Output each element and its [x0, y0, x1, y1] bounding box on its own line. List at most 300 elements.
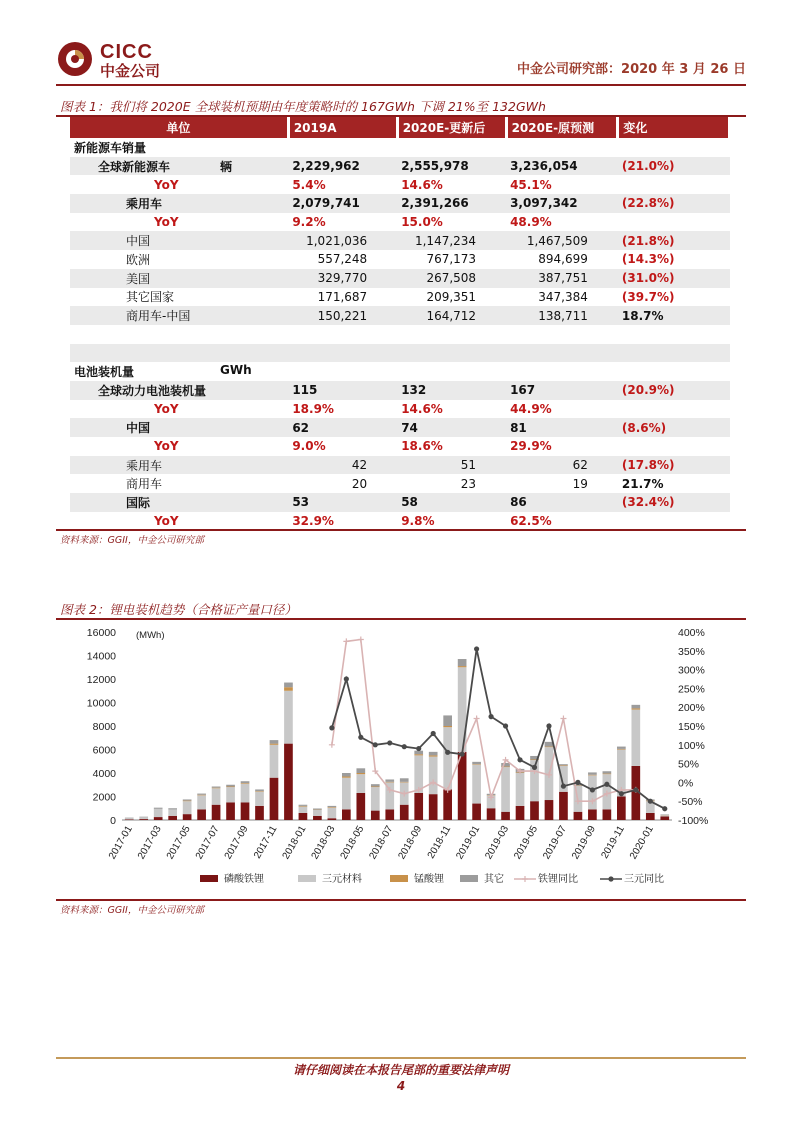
bar-三元材料 [168, 809, 177, 815]
value-2020e-updated: 51 [397, 456, 506, 475]
row-label: YoY [154, 514, 179, 529]
x-tick-label: 2018-09 [396, 824, 425, 862]
value-2020e-original: 48.9% [510, 215, 552, 230]
bar-三元材料 [660, 815, 669, 816]
value-2019a: 115 [288, 381, 397, 400]
value-2019a: 329,770 [288, 269, 397, 288]
col-header-2019a: 2019A [288, 117, 397, 138]
value-2019a: 20 [351, 476, 368, 491]
value-2019a: 62 [288, 418, 397, 437]
section-label: 新能源车销量 [74, 140, 147, 155]
bar-磷酸铁锂 [487, 808, 496, 820]
bar-三元材料 [472, 765, 481, 804]
bar-其它 [154, 808, 163, 809]
figure1-bottom-rule [56, 529, 746, 531]
bar-磷酸铁锂 [299, 813, 308, 820]
line-三元同比 [332, 649, 665, 809]
bar-磷酸铁锂 [617, 797, 626, 821]
marker-铁锂同比 [358, 637, 364, 643]
bar-锰酸锂 [371, 787, 380, 788]
bar-其它 [299, 805, 308, 806]
marker-铁锂同比 [329, 742, 335, 748]
bar-锰酸锂 [400, 782, 409, 783]
table-row [70, 138, 730, 157]
value-2020e-updated: 58 [397, 493, 506, 512]
table-row [70, 381, 730, 400]
bar-磷酸铁锂 [356, 793, 365, 820]
bar-其它 [472, 762, 481, 764]
marker-三元同比 [431, 731, 436, 736]
value-2020e-updated: 14.6% [401, 401, 443, 416]
bar-磷酸铁锂 [574, 812, 583, 820]
marker-三元同比 [575, 780, 580, 785]
row-label: 其它国家 [126, 290, 175, 305]
blank-cell [397, 344, 506, 363]
row-label: YoY [154, 177, 179, 192]
value-2020e-updated: 164,712 [397, 306, 506, 325]
y2-tick-label: 350% [678, 645, 705, 658]
footer-divider [56, 1057, 746, 1059]
bar-磷酸铁锂 [168, 816, 177, 820]
page-header [56, 38, 746, 84]
row-label: 中国 [70, 418, 288, 437]
value-2019a: 1,021,036 [288, 231, 397, 250]
bar-其它 [559, 764, 568, 765]
figure1-table [70, 117, 731, 530]
legend-label: 三元同比 [624, 874, 664, 885]
bar-其它 [241, 781, 250, 783]
bar-磷酸铁锂 [385, 809, 394, 820]
y2-tick-label: -100% [678, 815, 709, 827]
row-unit: 辆 [220, 159, 233, 174]
table-header-row [70, 117, 730, 138]
bar-其它 [168, 808, 177, 809]
legend-marker [522, 876, 528, 882]
bar-磷酸铁锂 [472, 804, 481, 820]
value-2020e-original: 387,751 [506, 269, 618, 288]
value-2020e-original: 894,699 [538, 252, 588, 267]
col-header-2020e-updated: 2020E-更新后 [397, 117, 506, 138]
marker-三元同比 [445, 750, 450, 755]
row-label: 乘用车 [70, 456, 288, 475]
value-2020e-updated: 267,508 [397, 269, 506, 288]
marker-三元同比 [416, 746, 421, 751]
bar-其它 [356, 768, 365, 773]
blank-cell [506, 362, 618, 381]
bar-其它 [125, 818, 134, 819]
bar-锰酸锂 [617, 749, 626, 750]
row-label: 电池装机量 [74, 365, 135, 380]
table-row [70, 175, 730, 194]
bar-锰酸锂 [414, 754, 423, 755]
bar-三元材料 [270, 745, 279, 778]
bar-磷酸铁锂 [139, 819, 148, 820]
marker-三元同比 [546, 723, 551, 728]
value-change: (39.7%) [621, 289, 675, 304]
value-change: (20.9%) [618, 381, 730, 400]
x-tick-label: 2019-07 [541, 824, 570, 862]
value-2020e-original: 62 [506, 456, 618, 475]
header-divider [56, 84, 746, 86]
value-2019a: 9.2% [292, 215, 326, 230]
row-label: YoY [154, 401, 179, 416]
legend-label: 磷酸铁锂 [224, 874, 264, 885]
bar-三元材料 [328, 808, 337, 819]
bar-其它 [212, 787, 221, 788]
bar-其它 [631, 705, 640, 709]
bar-其它 [603, 771, 612, 773]
legend-label: 其它 [484, 874, 504, 885]
value-2019a: 9.0% [292, 439, 326, 454]
bar-磷酸铁锂 [342, 809, 351, 820]
cicc-logo-icon [56, 40, 94, 78]
bar-三元材料 [342, 778, 351, 810]
y2-tick-label: 100% [678, 739, 705, 752]
value-change [618, 213, 730, 232]
x-tick-label: 2017-09 [222, 824, 251, 862]
bar-磷酸铁锂 [226, 802, 235, 820]
bar-锰酸锂 [458, 666, 467, 667]
bar-三元材料 [501, 767, 510, 812]
value-2020e-updated: 2,555,978 [397, 157, 506, 176]
section-label-cell [70, 362, 288, 381]
value-2019a: 42 [288, 456, 397, 475]
table-row [70, 418, 730, 437]
table-row [70, 194, 730, 213]
bar-锰酸锂 [559, 765, 568, 766]
value-2020e-updated: 15.0% [401, 215, 443, 230]
bar-磷酸铁锂 [429, 794, 438, 820]
value-change: 21.7% [621, 476, 664, 491]
blank-cell [288, 362, 397, 381]
value-2020e-updated: 767,173 [426, 252, 477, 267]
marker-三元同比 [329, 725, 334, 730]
y2-tick-label: 400% [678, 627, 705, 639]
marker-三元同比 [561, 784, 566, 789]
y-axis-unit: (MWh) [136, 630, 165, 641]
marker-三元同比 [604, 782, 609, 787]
value-2020e-updated: 132 [397, 381, 506, 400]
bar-其它 [443, 715, 452, 726]
bar-锰酸锂 [356, 773, 365, 774]
bar-三元材料 [255, 792, 264, 806]
value-change: (14.3%) [621, 252, 675, 267]
marker-三元同比 [590, 787, 595, 792]
table-row [70, 400, 730, 419]
bar-其它 [255, 789, 264, 791]
bar-锰酸锂 [588, 775, 597, 776]
bar-磷酸铁锂 [501, 812, 510, 820]
value-2020e-original: 167 [506, 381, 618, 400]
page-number: 4 [396, 1079, 406, 1093]
bar-三元材料 [125, 818, 134, 819]
bar-磷酸铁锂 [530, 801, 539, 820]
value-2020e-original: 138,711 [506, 306, 618, 325]
table-row [70, 437, 730, 456]
bar-磷酸铁锂 [545, 800, 554, 820]
y2-tick-label: 0% [678, 777, 694, 790]
blank-cell [397, 362, 506, 381]
bar-三元材料 [241, 784, 250, 803]
value-2020e-updated: 74 [397, 418, 506, 437]
y-tick-label: 10000 [86, 697, 116, 710]
y-tick-label: 16000 [86, 627, 116, 639]
y-tick-label: 12000 [86, 674, 116, 686]
table-row [70, 157, 730, 176]
x-tick-label: 2018-03 [309, 824, 338, 862]
table-row [70, 213, 730, 232]
value-change: (17.8%) [618, 456, 730, 475]
bar-三元材料 [212, 788, 221, 804]
value-2019a: 32.9% [292, 514, 334, 529]
bar-锰酸锂 [270, 744, 279, 745]
x-tick-label: 2018-05 [338, 824, 367, 862]
bar-锰酸锂 [255, 791, 264, 792]
bar-锰酸锂 [226, 787, 235, 788]
bar-锰酸锂 [545, 747, 554, 748]
y2-tick-label: -50% [678, 796, 703, 809]
value-2020e-updated: 9.8% [401, 514, 435, 529]
table-row [70, 250, 730, 269]
value-2020e-original: 62.5% [510, 514, 552, 529]
y2-tick-label: 50% [678, 758, 700, 771]
bar-三元材料 [458, 667, 467, 752]
value-2019a: 5.4% [292, 177, 326, 192]
value-2019a: 2,229,962 [288, 157, 397, 176]
blank-cell [618, 138, 730, 157]
value-2020e-updated: 23 [460, 476, 477, 491]
x-tick-label: 2018-01 [280, 824, 309, 862]
x-tick-label: 2020-01 [628, 824, 656, 862]
bar-三元材料 [371, 787, 380, 811]
bar-其它 [328, 806, 337, 807]
figure2-source: 资料来源：GGII，中金公司研究部 [60, 905, 204, 916]
row-label: 乘用车 [70, 194, 288, 213]
marker-三元同比 [460, 752, 465, 757]
legend-swatch-其它 [460, 875, 478, 882]
bar-其它 [660, 814, 669, 815]
blank-cell [397, 325, 506, 344]
row-label: YoY [154, 215, 179, 230]
bar-磷酸铁锂 [328, 818, 337, 820]
legend-label: 三元材料 [322, 874, 362, 885]
bar-其它 [139, 817, 148, 818]
bar-其它 [183, 799, 192, 800]
figure2-title: 图表 2：锂电装机趋势（合格证产量口径） [60, 602, 297, 617]
value-2020e-original: 44.9% [510, 401, 552, 416]
bar-三元材料 [139, 817, 148, 819]
marker-三元同比 [387, 740, 392, 745]
bar-磷酸铁锂 [241, 802, 250, 820]
bar-其它 [414, 751, 423, 755]
blank-cell [288, 325, 397, 344]
value-change [618, 400, 730, 419]
value-2019a: 171,687 [317, 289, 368, 304]
y-tick-label: 0 [110, 815, 116, 827]
bar-磷酸铁锂 [313, 816, 322, 820]
y2-tick-label: 300% [678, 664, 705, 677]
bar-三元材料 [226, 787, 235, 802]
bar-磷酸铁锂 [154, 817, 163, 820]
y-tick-label: 6000 [92, 744, 116, 757]
table-row [70, 306, 730, 325]
blank-cell [618, 362, 730, 381]
value-2020e-original: 19 [572, 476, 588, 491]
x-tick-label: 2017-05 [164, 824, 193, 862]
blank-cell [506, 138, 618, 157]
y-tick-label: 4000 [92, 768, 116, 780]
table-row [70, 325, 730, 344]
bar-磷酸铁锂 [212, 805, 221, 820]
figure1-source: 资料来源：GGII，中金公司研究部 [60, 535, 204, 546]
value-2020e-original: 45.1% [510, 177, 552, 192]
bar-磷酸铁锂 [125, 819, 134, 820]
bar-磷酸铁锂 [270, 778, 279, 820]
legend-label: 铁锂同比 [538, 874, 578, 885]
col-header-2020e-original: 2020E-原预测 [506, 117, 618, 138]
marker-三元同比 [474, 646, 479, 651]
x-tick-label: 2017-01 [106, 824, 135, 862]
bar-三元材料 [197, 795, 206, 809]
lithium-installation-chart [60, 620, 740, 895]
legend-swatch-磷酸铁锂 [200, 875, 218, 882]
bar-三元材料 [516, 773, 525, 806]
blank-cell [506, 325, 618, 344]
bar-锰酸锂 [284, 687, 293, 691]
y-tick-label: 14000 [86, 650, 116, 663]
bar-其它 [342, 773, 351, 777]
bar-其它 [313, 808, 322, 809]
bar-磷酸铁锂 [183, 814, 192, 820]
y-tick-label: 8000 [92, 721, 116, 733]
marker-三元同比 [373, 742, 378, 747]
row-label: 中国 [70, 231, 288, 250]
bar-锰酸锂 [342, 777, 351, 778]
bar-磷酸铁锂 [255, 806, 264, 820]
value-change: (32.4%) [618, 493, 730, 512]
table-row [70, 456, 730, 475]
value-2020e-original: 3,097,342 [506, 194, 618, 213]
x-tick-label: 2018-07 [367, 824, 396, 862]
value-2020e-original: 29.9% [510, 439, 552, 454]
bar-锰酸锂 [472, 764, 481, 765]
table-row [70, 344, 730, 363]
table-row [70, 493, 730, 512]
value-2020e-updated: 209,351 [426, 289, 477, 304]
bar-其它 [429, 752, 438, 756]
value-2020e-original: 347,384 [538, 289, 588, 304]
bar-三元材料 [154, 809, 163, 817]
bar-锰酸锂 [385, 782, 394, 783]
bar-其它 [617, 747, 626, 749]
marker-三元同比 [532, 765, 537, 770]
x-tick-label: 2019-03 [483, 824, 512, 862]
value-2020e-updated: 18.6% [401, 439, 443, 454]
figure2-bottom-rule [56, 899, 746, 901]
value-2019a: 18.9% [292, 401, 334, 416]
bar-三元材料 [284, 691, 293, 744]
value-change [618, 512, 730, 531]
bar-其它 [371, 784, 380, 786]
bar-锰酸锂 [429, 755, 438, 756]
marker-铁锂同比 [474, 715, 480, 721]
table-row [70, 512, 730, 531]
bar-其它 [226, 785, 235, 787]
blank-cell [397, 138, 506, 157]
marker-三元同比 [619, 791, 624, 796]
legend-marker [608, 876, 613, 881]
bar-三元材料 [183, 801, 192, 814]
bar-锰酸锂 [183, 801, 192, 802]
y-tick-label: 2000 [92, 791, 116, 804]
bar-锰酸锂 [241, 783, 250, 784]
marker-三元同比 [344, 676, 349, 681]
bar-三元材料 [313, 810, 322, 816]
y2-tick-label: 250% [678, 683, 705, 696]
table-row [70, 288, 730, 307]
value-change [618, 437, 730, 456]
bar-磷酸铁锂 [443, 789, 452, 820]
value-2020e-updated: 1,147,234 [397, 231, 506, 250]
row-label: 全球新能源车 [98, 159, 171, 174]
bar-三元材料 [299, 806, 308, 812]
bar-磷酸铁锂 [400, 805, 409, 820]
bar-锰酸锂 [443, 726, 452, 727]
blank-cell [618, 344, 730, 363]
marker-三元同比 [402, 744, 407, 749]
value-change: (22.8%) [618, 194, 730, 213]
legend-swatch-三元材料 [298, 875, 316, 882]
legal-disclaimer: 请仔细阅读在本报告尾部的重要法律声明 [292, 1063, 509, 1077]
y2-tick-label: 200% [678, 702, 705, 715]
marker-三元同比 [503, 723, 508, 728]
bar-锰酸锂 [212, 788, 221, 789]
value-2020e-updated: 14.6% [401, 177, 443, 192]
blank-cell [288, 344, 397, 363]
row-label-cell [70, 157, 288, 176]
bar-其它 [197, 794, 206, 795]
bar-其它 [400, 778, 409, 782]
blank-cell [506, 344, 618, 363]
table-row [70, 269, 730, 288]
bar-其它 [385, 779, 394, 781]
value-2020e-original: 1,467,509 [506, 231, 618, 250]
x-tick-label: 2019-09 [570, 824, 598, 862]
table-row [70, 474, 730, 493]
marker-铁锂同比 [343, 638, 349, 644]
blank-cell [288, 138, 397, 157]
logo-text-en: CICC [100, 41, 153, 63]
x-tick-label: 2019-11 [599, 824, 627, 861]
bar-其它 [588, 772, 597, 774]
bar-其它 [270, 740, 279, 744]
value-2019a: 150,221 [288, 306, 397, 325]
value-2020e-original: 81 [506, 418, 618, 437]
x-tick-label: 2018-11 [425, 824, 454, 861]
bar-磷酸铁锂 [660, 816, 669, 820]
bar-磷酸铁锂 [603, 809, 612, 820]
logo-text-cn: 中金公司 [100, 62, 161, 80]
marker-三元同比 [662, 806, 667, 811]
legend-swatch-锰酸锂 [390, 875, 408, 882]
marker-三元同比 [633, 787, 638, 792]
value-2020e-updated: 2,391,266 [397, 194, 506, 213]
row-unit: GWh [220, 363, 252, 378]
table-row [70, 231, 730, 250]
bar-锰酸锂 [197, 795, 206, 796]
x-tick-label: 2017-03 [135, 824, 164, 862]
bar-磷酸铁锂 [284, 744, 293, 820]
